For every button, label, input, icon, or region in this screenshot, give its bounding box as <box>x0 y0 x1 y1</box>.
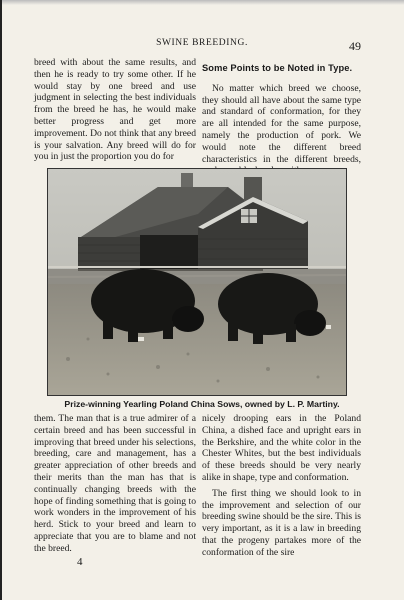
paragraph: The first thing we should look to in the improvement and selection of our breeding swine should be the sire. This is very important, as it is a law in breeding that the progeny partakes more of the conformation of the sire <box>202 487 361 558</box>
page-number: 49 <box>349 39 361 53</box>
barn-and-sows-photo <box>48 169 346 395</box>
photograph-figure <box>47 168 347 396</box>
figure-caption: Prize-winning Yearling Poland China Sows, owned by L. P. Martiny. <box>64 399 340 409</box>
signature-folio: 4 <box>77 556 83 568</box>
paragraph: No matter which breed we choose, they should all have about the same type and standard of conformation, for they are all intended for the same purpose, namely the production of pork. We would note the different breed characteristics in the different breeds, <box>202 82 361 165</box>
bottom-left-column <box>34 413 196 555</box>
paragraph: breed with about the same results, and then he is ready to try some other. If he would stay by one breed and use judgment in selecting the best individuals from the breed he has, he would make better progress and get more improvement. Do not think that any breed is your salvation. Any breed will do for you in just the proportion you do for <box>34 57 196 163</box>
bottom-right-column <box>202 413 361 559</box>
scan-top-edge <box>0 0 404 5</box>
section-heading: Some Points to be Noted in Type. <box>202 63 353 73</box>
scan-left-edge <box>0 0 2 600</box>
top-right-column <box>202 57 361 177</box>
top-left-column <box>34 57 196 163</box>
paragraph: nicely drooping ears in the Poland China, a dished face and upright ears in the Berkshire, and the white color in the Chester Whites, but the best individuals of these breeds should be very nearly alike in shape, type and conformation. <box>202 413 361 483</box>
running-head: SWINE BREEDING. <box>156 38 248 48</box>
paragraph: them. The man that is a true admirer of a certain breed and has been successful in improving that breed under his selections, breeding, care and management, has a greater appreciation of other breeds and their merits than the man has that is continually changing breeds with the hope of finding something that is going to work wonders in the improvement of his herd. Stick to your breed and learn to appreciate that you are to blame and not the breed. <box>34 413 196 554</box>
